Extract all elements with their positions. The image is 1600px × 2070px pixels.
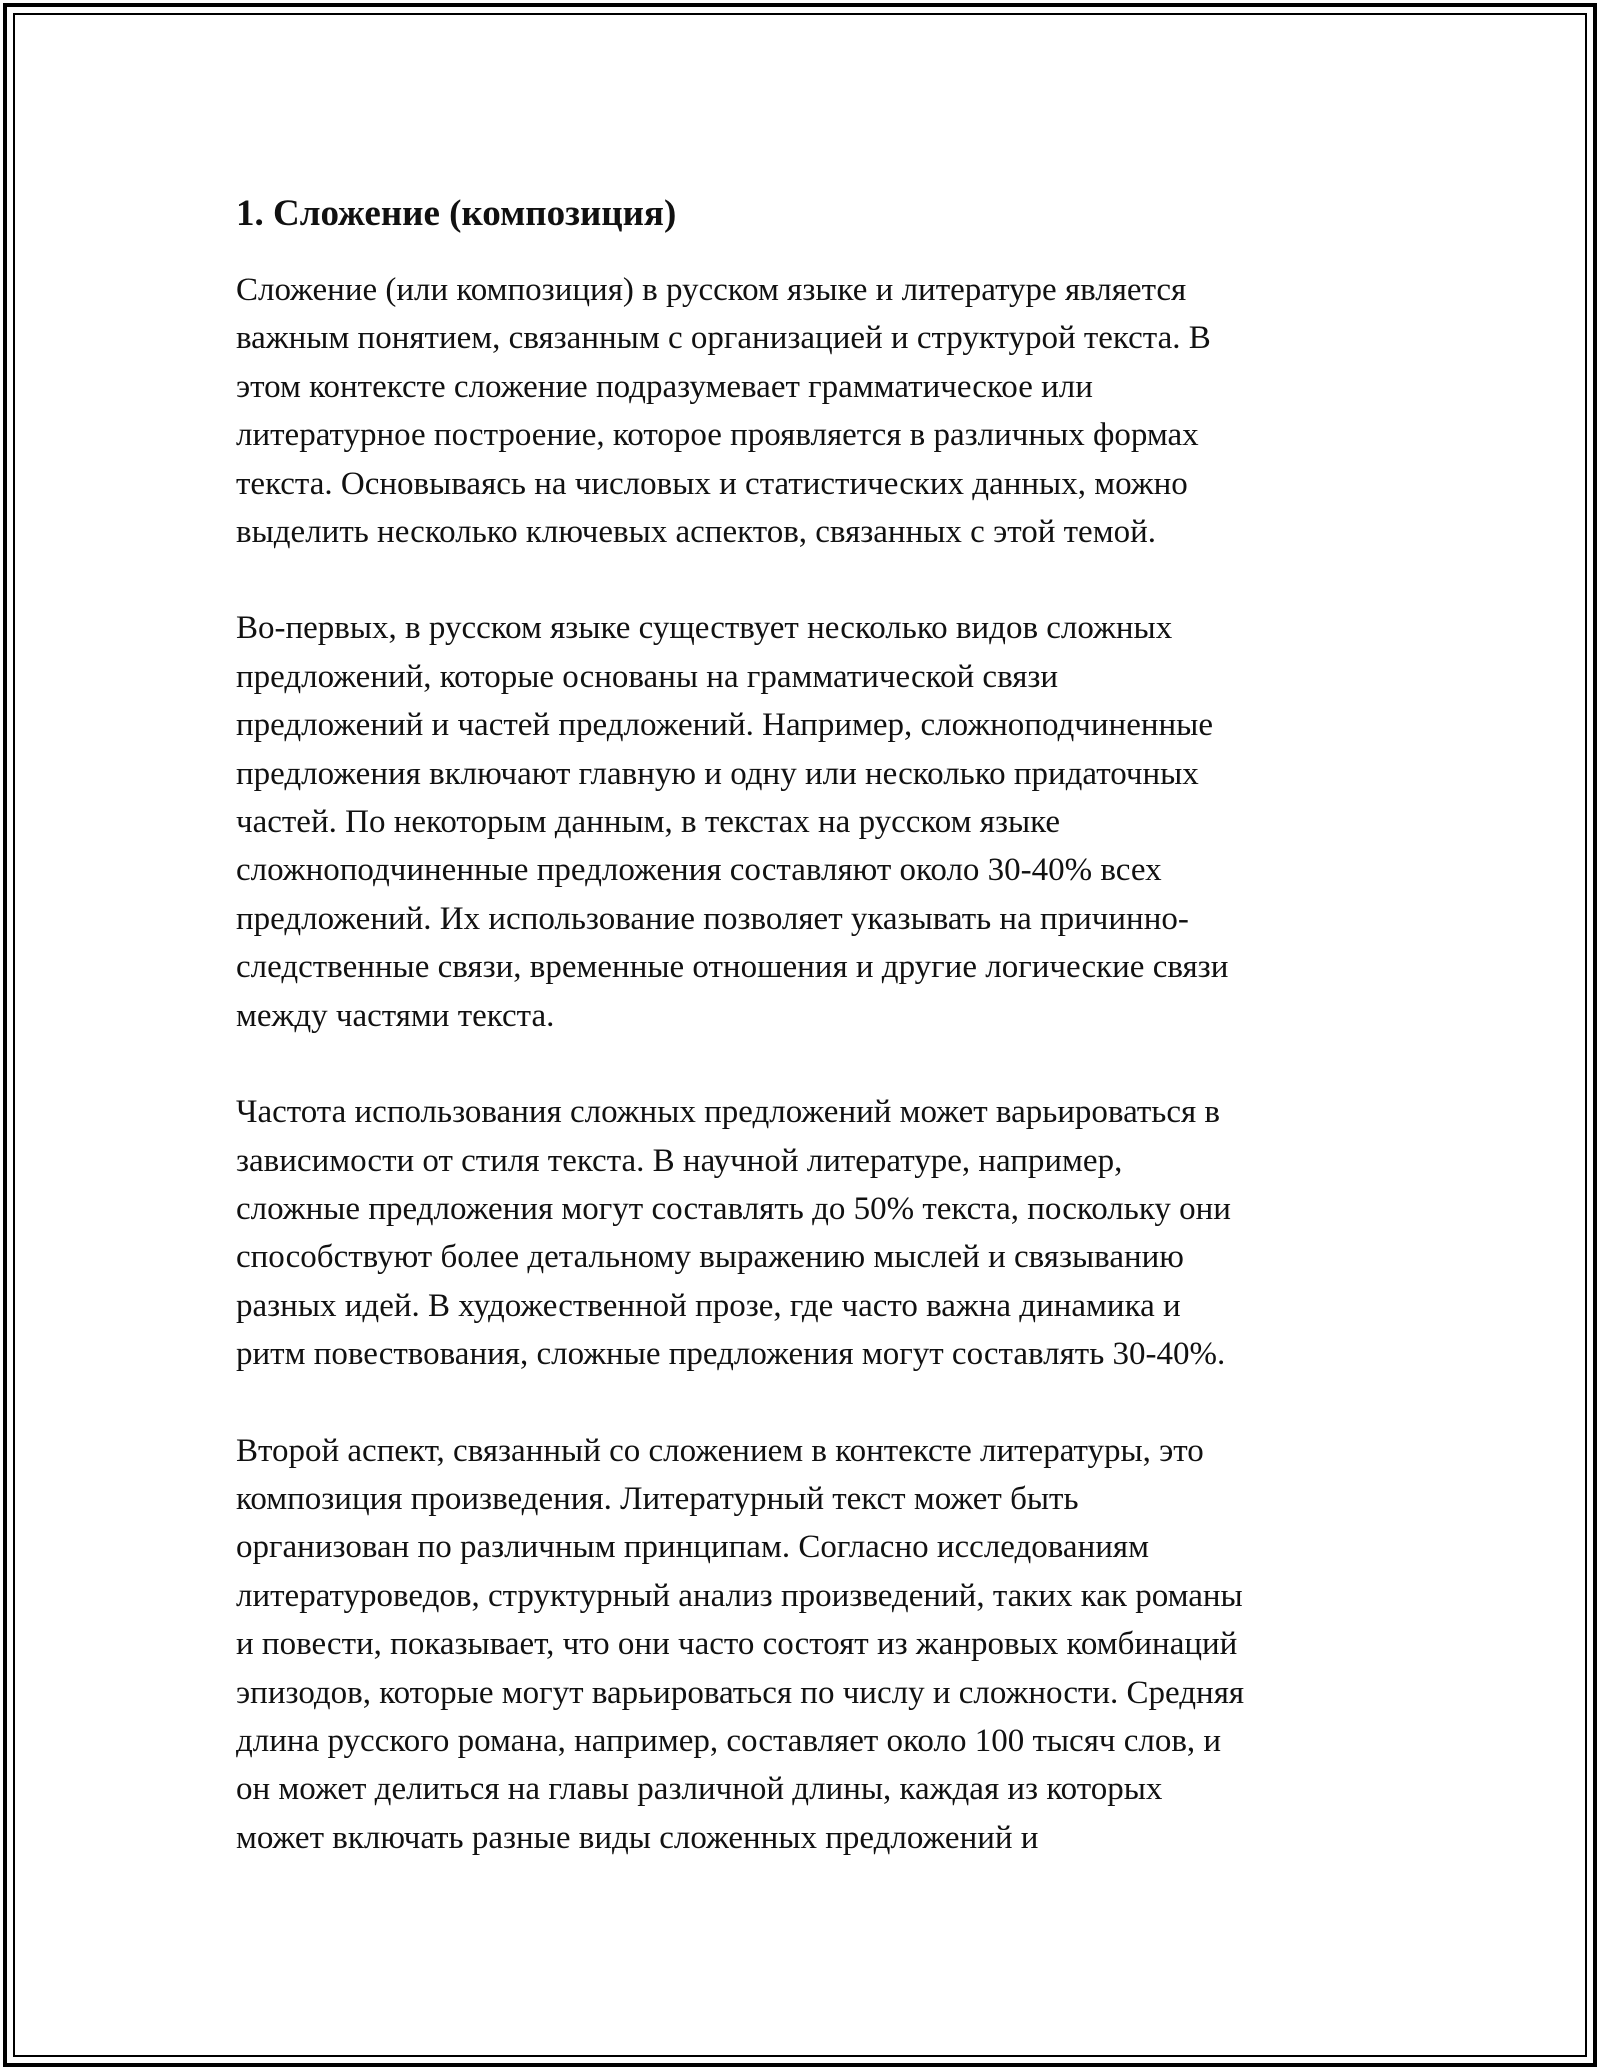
section-heading: 1. Сложение (композиция) bbox=[236, 193, 677, 234]
paragraph-1: Сложение (или композиция) в русском языке и литературе является важным понятием, связанным с организацией и структурой текста. В этом контексте сложение подразумевает грамматическое или литературное построение, которое проявляется в различных формах текста. Основываясь на числовых и статистических данных, можно выделить несколько ключевых аспектов, связанных с этой темой. bbox=[236, 272, 1211, 551]
paragraph-4: Второй аспект, связанный со сложением в контексте литературы, это композиция произведения. Литературный текст может быть организован по различным принципам. Согласно исследованиям литературоведов, структурный анализ произведений, таких как романы и повести, показывает, что они часто состоят из жанровых комбинаций эпизодов, которые могут варьироваться по числу и сложности. Средняя длина русского романа, например, составляет около 100 тысяч слов, и он может делиться на главы различной длины, каждая из которых может включать разные виды сложенных предложений и bbox=[236, 1432, 1245, 1856]
document-body bbox=[236, 188, 1386, 1862]
paragraph-2: Во-первых, в русском языке существует несколько видов сложных предложений, которые основаны на грамматической связи предложений и частей предложений. Например, сложноподчиненные предложения включают главную и одну или несколько придаточных частей. По некоторым данным, в текстах на русском языке сложноподчиненные предложения составляют около 30-40% всех предложений. Их использование позволяет указывать на причинно- следственные связи, временные отношения и другие логические связи между частями текста. bbox=[236, 610, 1229, 1034]
paragraph-3: Частота использования сложных предложений может варьироваться в зависимости от стиля текста. В научной литературе, например, сложные предложения могут составлять до 50% текста, поскольку они способствуют более детальному выражению мыслей и связыванию разных идей. В художественной прозе, где часто важна динамика и ритм повествования, сложные предложения могут составлять 30-40%. bbox=[236, 1094, 1231, 1373]
